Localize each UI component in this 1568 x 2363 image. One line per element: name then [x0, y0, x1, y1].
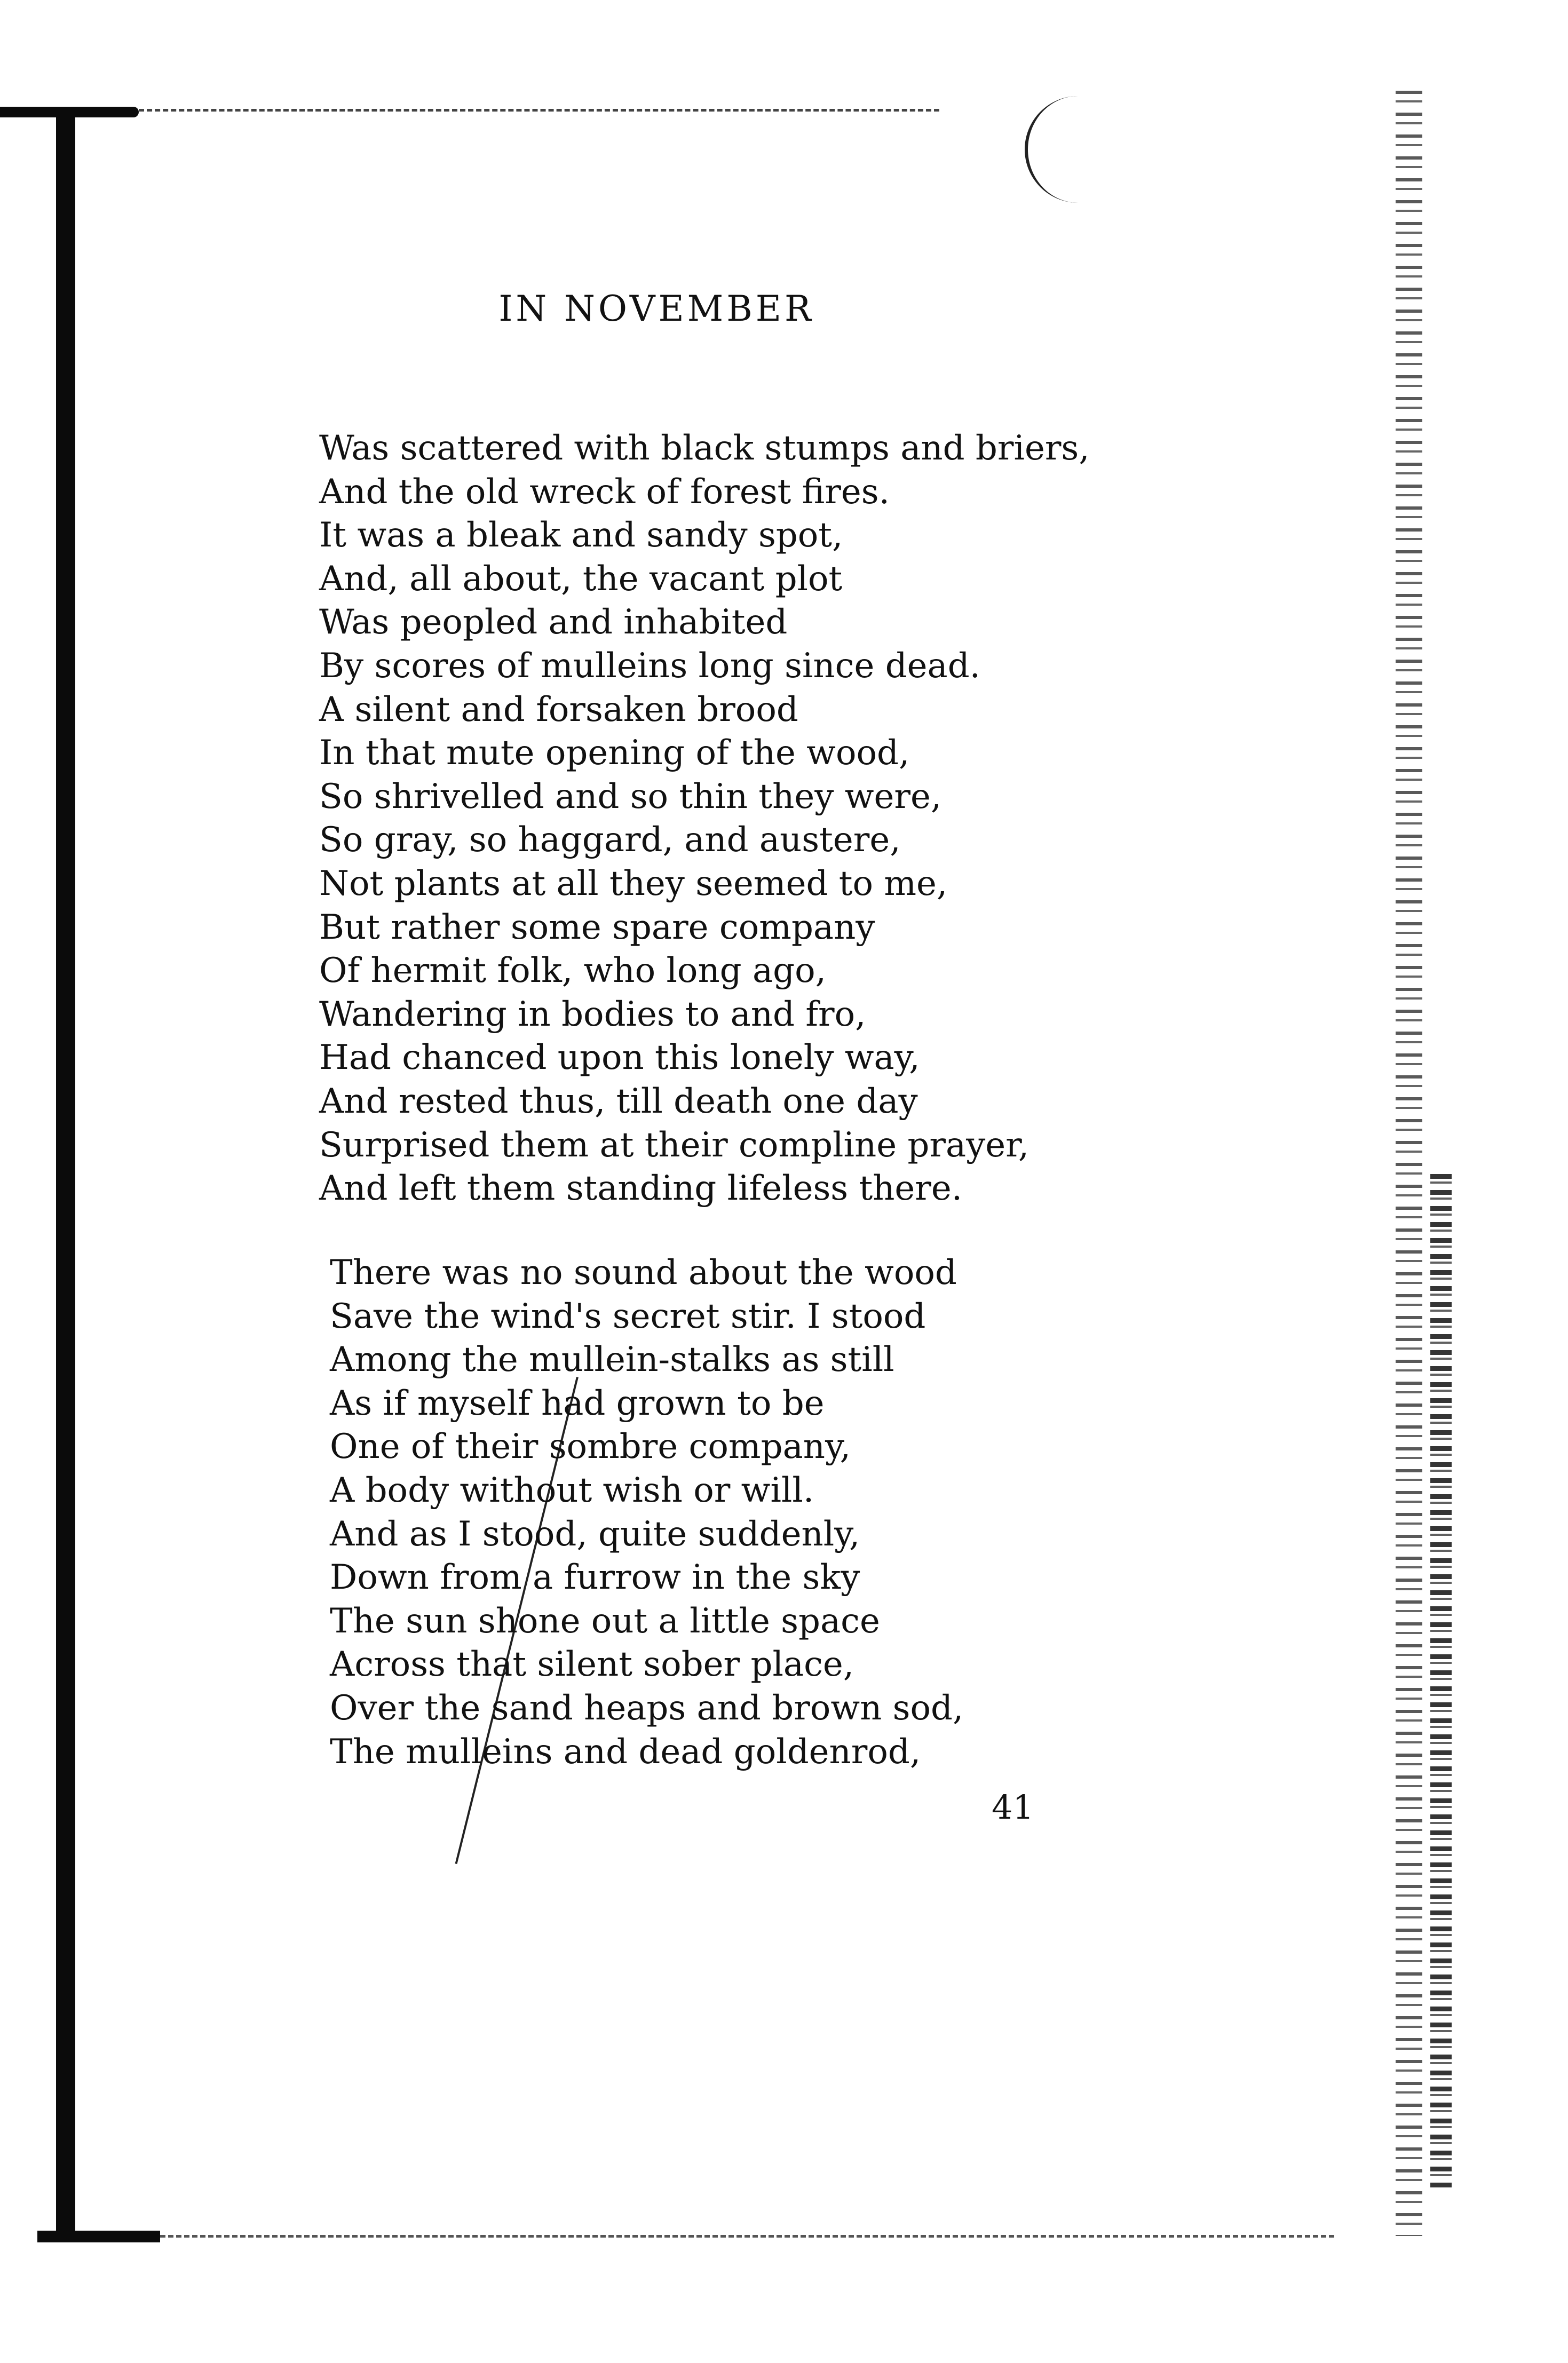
poem-line: And left them standing lifeless there.	[319, 1169, 963, 1209]
poem-line: A body without wish or will.	[330, 1470, 814, 1510]
poem-title: IN NOVEMBER	[498, 288, 814, 329]
page-top-edge	[139, 109, 939, 112]
binding-edge	[56, 109, 75, 2239]
poem-line: In that mute opening of the wood,	[319, 733, 910, 773]
poem-line: Was peopled and inhabited	[319, 602, 788, 643]
poem-line: Over the sand heaps and brown sod,	[330, 1688, 964, 1728]
page-right-edge	[1396, 91, 1422, 2236]
poem-line: Had chanced upon this lonely way,	[319, 1038, 920, 1078]
poem-line: But rather some spare company	[319, 907, 875, 947]
poem-line: The mulleins and dead goldenrod,	[330, 1732, 921, 1772]
poem-line: The sun shone out a little space	[330, 1601, 880, 1641]
poem-line: As if myself had grown to be	[330, 1383, 825, 1423]
binding-edge-bottom	[37, 2231, 160, 2242]
pencil-mark	[1025, 96, 1092, 203]
poem-line: And rested thus, till death one day	[319, 1081, 918, 1121]
poem-line: Of hermit folk, who long ago,	[319, 951, 826, 991]
poem-line: Not plants at all they seemed to me,	[319, 863, 948, 903]
poem-line: There was no sound about the wood	[330, 1253, 957, 1292]
poem-line: Was scattered with black stumps and briers,	[319, 429, 1090, 468]
page-right-edge-shadow	[1430, 1174, 1452, 2188]
poem-line: Surprised them at their compline prayer,	[319, 1125, 1030, 1165]
poem-line: And as I stood, quite suddenly,	[330, 1514, 860, 1554]
poem-line: Wandering in bodies to and fro,	[319, 994, 866, 1034]
page-number: 41	[992, 1788, 1034, 1827]
poem-line: A silent and forsaken brood	[319, 689, 798, 729]
poem-line: So gray, so haggard, and austere,	[319, 820, 901, 860]
poem-line: Down from a furrow in the sky	[330, 1558, 860, 1598]
poem-line: And the old wreck of forest fires.	[319, 472, 890, 512]
poem-line: Across that silent sober place,	[330, 1645, 854, 1685]
page-bottom-edge	[160, 2235, 1334, 2238]
stanza	[319, 427, 1090, 1211]
poem-line: One of their sombre company,	[330, 1427, 851, 1467]
poem-line: Among the mullein-stalks as still	[330, 1340, 894, 1380]
stanza	[330, 1251, 963, 1774]
poem-line: So shrivelled and so thin they were,	[319, 776, 942, 816]
poem-line: It was a bleak and sandy spot,	[319, 516, 843, 556]
poem-line: And, all about, the vacant plot	[319, 559, 843, 599]
poem-line: By scores of mulleins long since dead.	[319, 646, 980, 686]
poem-line: Save the wind's secret stir. I stood	[330, 1296, 926, 1336]
